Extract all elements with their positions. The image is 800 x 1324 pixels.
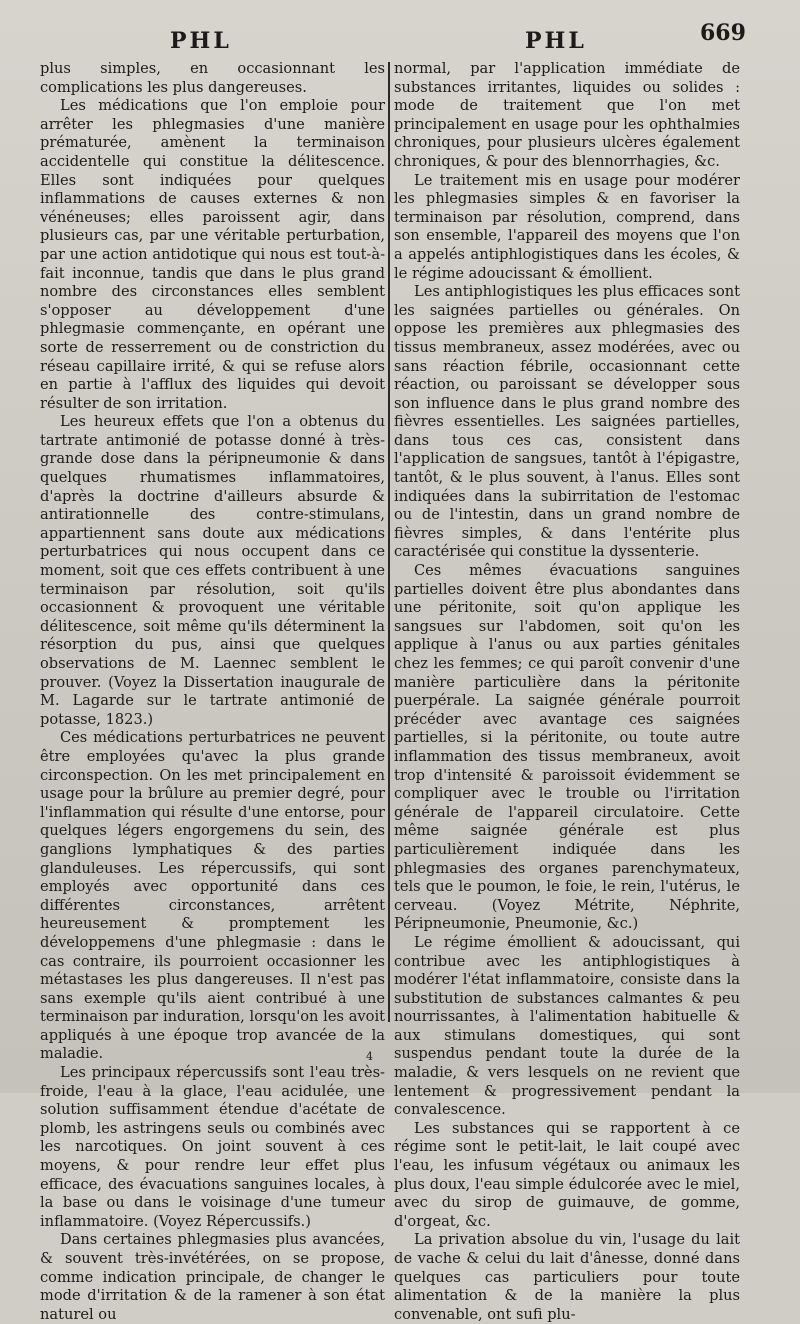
running-head-right: PHL [525,28,587,54]
paragraph: Ces médications perturbatrices ne peuvent être employées qu'avec la plus grande circonspection. On les met principalement en usage pour la brûlure au premier degré, pour l'inflammation qui résulte d'une entorse, pour quelques légers engorgemens du sein, des ganglions lymphatiques & des parties glanduleuses. Les répercussifs, qui sont employés avec opportunité dans ces différentes circonstances, arrêtent heureusement & promptement les développemens d'une phlegmasie : dans le cas contraire, ils pourroient occasionner les métastases les plus dangereuses. Il n'est pas sans exemple qu'ils aient contribué à une terminaison par induration, lorsqu'on les avoit appliqués à une époque trop avancée de la maladie. [40,729,385,1063]
signature-mark: 4 [366,1050,373,1063]
left-column [40,60,385,1324]
paragraph: Les heureux effets que l'on a obtenus du tartrate antimonié de potasse donné à très-grande dose dans la péripneumonie & dans quelques rhumatismes inflammatoires, d'après la doctrine d'ailleurs absurde & antirationnelle des contre-stimulans, appartiennent sans doute aux médications perturbatrices qui nous occupent dans ce moment, soit que ces effets contribuent à une terminaison par résolution, soit qu'ils occasionnent & provoquent une véritable délitescence, soit même qu'ils déterminent la résorption du pus, ainsi que quelques observations de M. Laennec semblent le prouver. (Voyez la Dissertation inaugurale de M. Lagarde sur le tartrate antimonié de potasse, 1823.) [40,413,385,728]
paragraph: Les médications que l'on emploie pour arrêter les phlegmasies d'une manière prématurée, amènent la terminaison accidentelle qui constitue la délitescence. Elles sont indiquées pour quelques inflammations de causes externes & non vénéneuses; elles paroissent agir, dans plusieurs cas, par une véritable perturbation, par une action antidotique qui nous est tout-à-fait inconnue, tandis que dans le plus grand nombre des circonstances elles semblent s'opposer au développement d'une phlegmasie commençante, en opérant une sorte de resserrement ou de constriction du réseau capillaire irrité, & qui se refuse alors en partie à l'afflux des liquides qui devoit résulter de son irritation. [40,97,385,412]
paragraph: La privation absolue du vin, l'usage du lait de vache & celui du lait d'ânesse, donné dans quelques cas particuliers pour toute alimentation & de la manière la plus convenable, ont sufi plu- [394,1231,740,1323]
paragraph: plus simples, en occasionnant les complications les plus dangereuses. [40,60,385,96]
running-head-left: PHL [170,28,232,54]
right-column [394,60,740,1324]
paragraph: Le traitement mis en usage pour modérer les phlegmasies simples & en favoriser la terminaison par résolution, comprend, dans son ensemble, l'appareil des moyens que l'on a appelés antiphlogistiques dans les écoles, & le régime adoucissant & émollient. [394,171,740,282]
paragraph: normal, par l'application immédiate de substances irritantes, liquides ou solides : mode de traitement que l'on met principalement en usage pour les ophthalmies chroniques, pour plusieurs ulcères également chroniques, & pour des blennorrhagies, &c. [394,60,740,170]
paragraph: Les principaux répercussifs sont l'eau très-froide, l'eau à la glace, l'eau acidulée, une solution suffisamment étendue d'acétate de plomb, les astringens seuls ou combinés avec les narcotiques. On joint souvent à ces moyens, & pour rendre leur effet plus efficace, des évacuations sanguines locales, à la base ou dans le voisinage d'une tumeur inflammatoire. (Voyez Répercussifs.) [40,1064,385,1230]
column-divider [388,62,390,1022]
paragraph: Dans certaines phlegmasies plus avancées, & souvent très-invétérées, on se propose, comme indication principale, de changer le mode d'irritation & de la ramener à son état naturel ou [40,1231,385,1323]
paragraph: Ces mêmes évacuations sanguines partielles doivent être plus abondantes dans une péritonite, soit qu'on applique les sangsues sur l'abdomen, soit qu'on les applique à l'anus ou aux parties génitales chez les femmes; ce qui paroît convenir d'une manière particulière dans la péritonite puerpérale. La saignée générale pourroit précéder avec avantage ces saignées partielles, si la péritonite, ou toute autre inflammation des tissus membraneux, avoit trop d'intensité & paroissoit évidemment se compliquer avec le trouble ou l'irritation générale de l'appareil circulatoire. Cette même saignée générale est plus particulièrement indiquée dans les phlegmasies des organes parenchymateux, tels que le poumon, le foie, le rein, l'utérus, le cerveau. (Voyez Métrite, Néphrite, Péripneumonie, Pneumonie, &c.) [394,562,740,933]
paragraph: Les substances qui se rapportent à ce régime sont le petit-lait, le lait coupé avec l'eau, les infusum végétaux ou animaux les plus doux, l'eau simple édulcorée avec le miel, avec du sirop de guimauve, de gomme, d'orgeat, &c. [394,1119,740,1230]
page-number: 669 [700,20,746,46]
paragraph: Le régime émollient & adoucissant, qui contribue avec les antiphlogistiques à modérer l'état inflammatoire, consiste dans la substitution de substances calmantes & peu nourrissantes, à l'alimentation habituelle & aux stimulans domestiques, qui sont suspendus pendant toute la durée de la maladie, & vers lesquels on ne revient que lentement & progressivement pendant la convalescence. [394,933,740,1119]
paragraph: Les antiphlogistiques les plus efficaces sont les saignées partielles ou générales. On oppose les premières aux phlegmasies des tissus membraneux, assez modérées, avec ou sans réaction fébrile, occasionnant cette réaction, ou paroissant se développer sous son influence dans le plus grand nombre des fièvres essentielles. Les saignées partielles, dans tous ces cas, consistent dans l'application de sangsues, tantôt à l'épigastre, tantôt, & le plus souvent, à l'anus. Elles sont indiquées dans la subirritation de l'estomac ou de l'intestin, dans un grand nombre de fièvres simples, & dans l'entérite plus caractérisée qui constitue la dyssenterie. [394,283,740,561]
